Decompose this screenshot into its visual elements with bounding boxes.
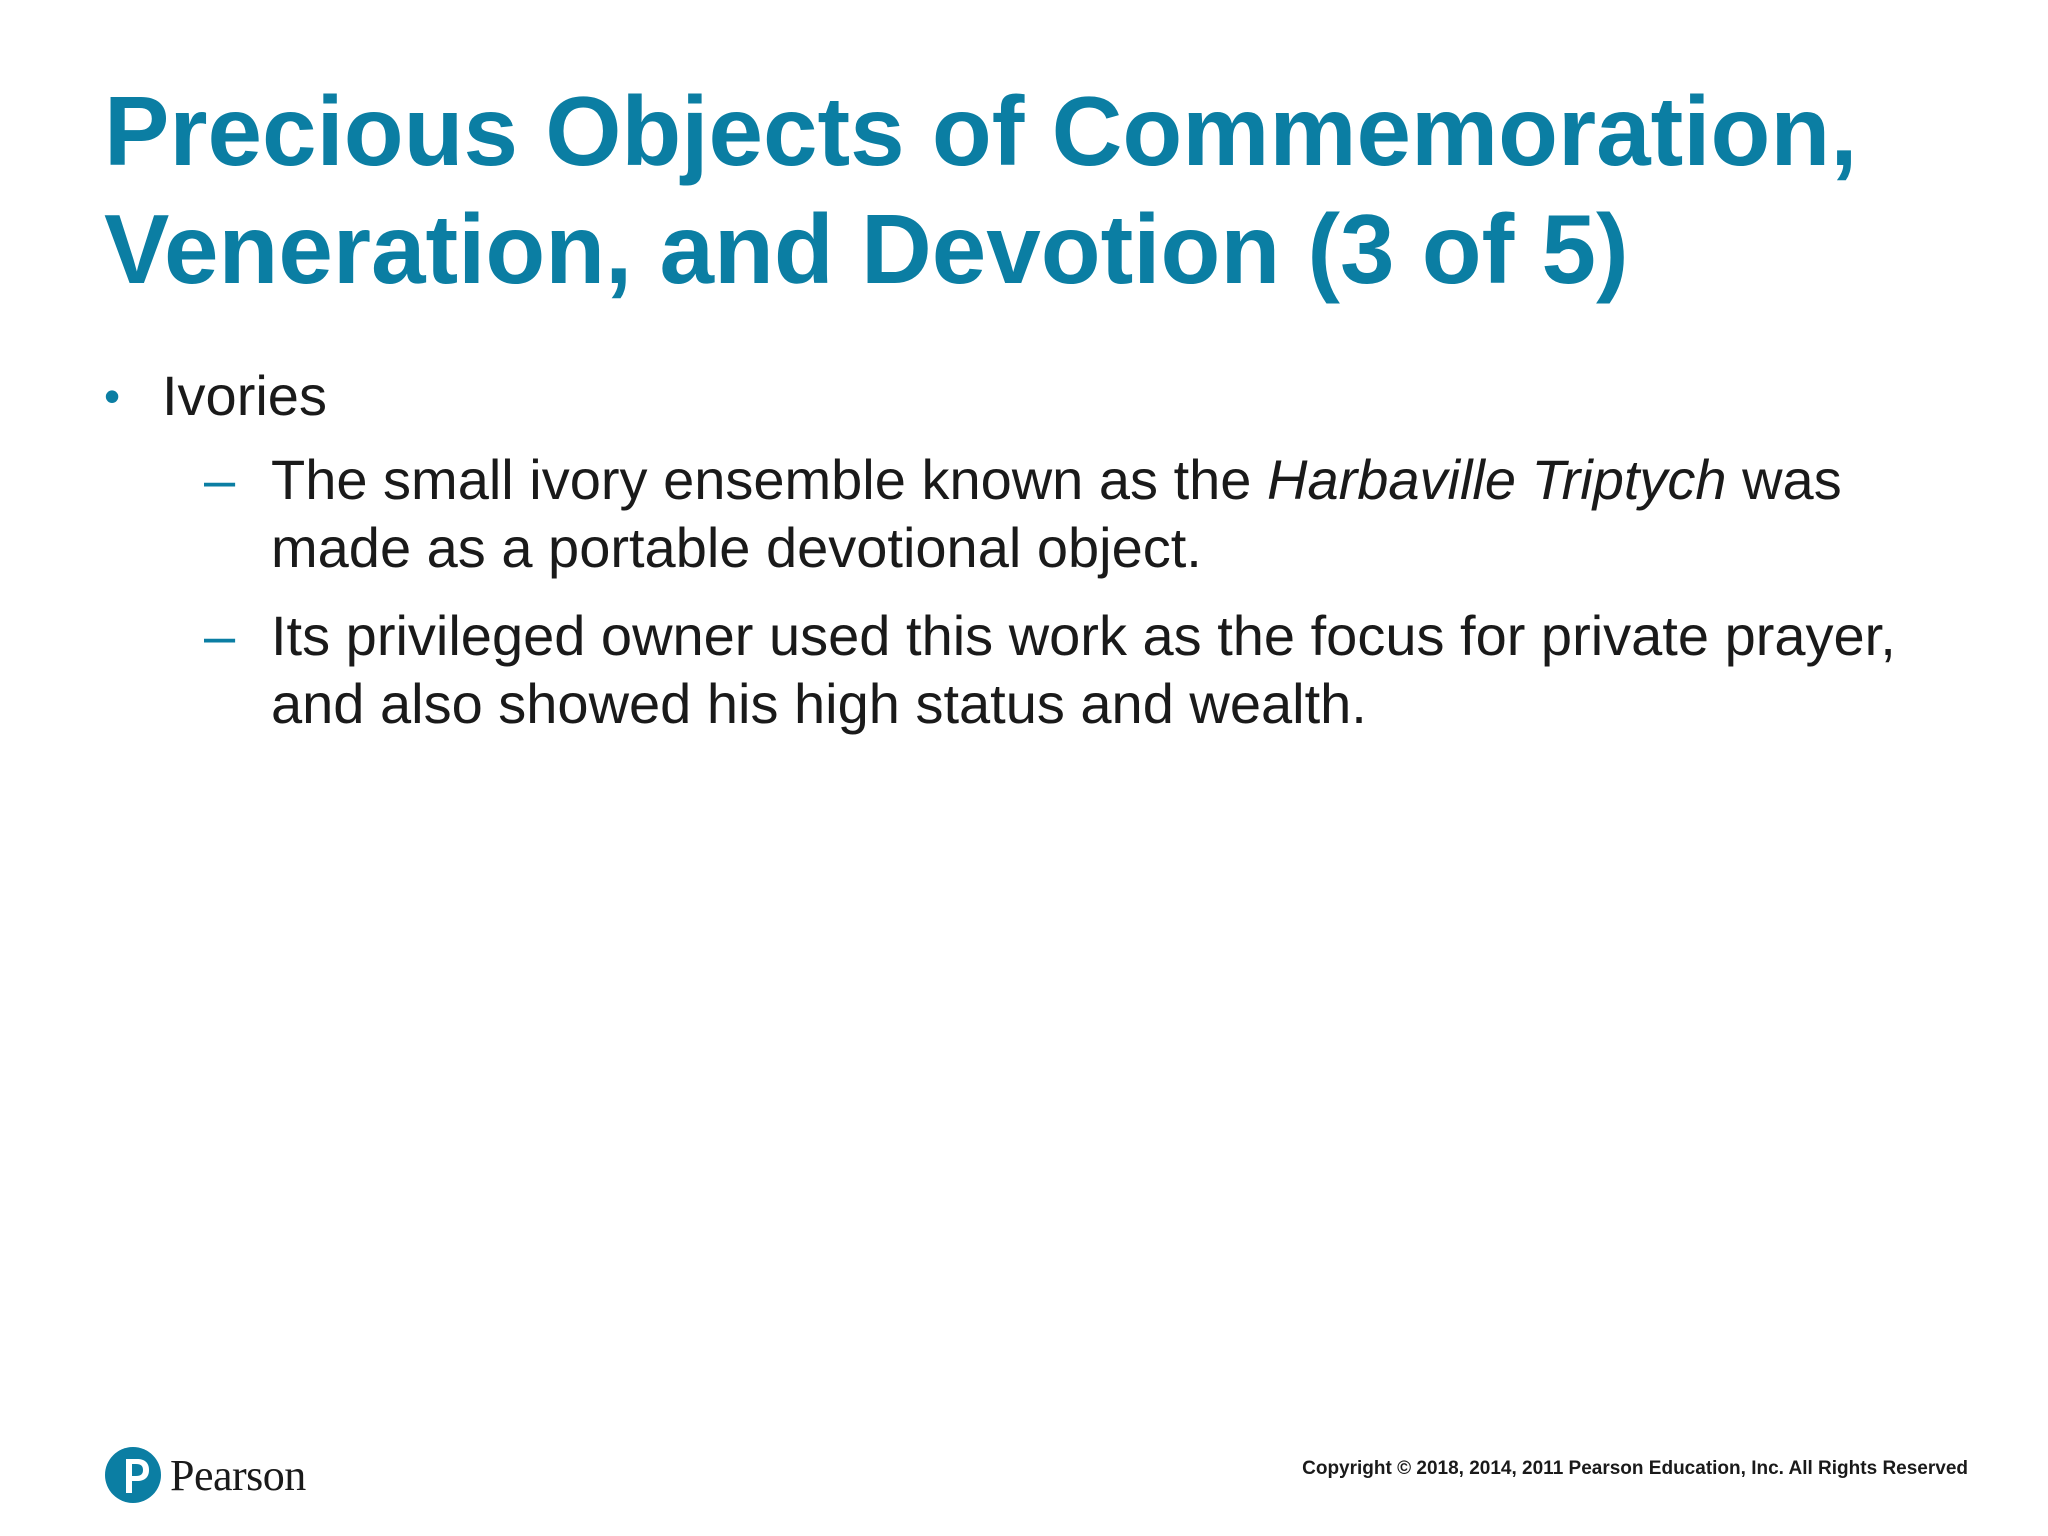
dash-icon: – bbox=[204, 604, 236, 667]
bullet-dot-icon: • bbox=[104, 370, 121, 422]
pearson-p-logo-icon bbox=[104, 1443, 162, 1507]
sub-bullet-item-1 bbox=[104, 446, 1961, 582]
slide-title-line-2: Veneration, and Devotion (3 of 5) bbox=[104, 194, 1629, 304]
sub-bullet-2-line-2: and also showed his high status and wealth. bbox=[271, 672, 1367, 735]
artwork-title-italic: Harbaville Triptych bbox=[1267, 448, 1727, 511]
sub-bullet-1-text-before: The small ivory ensemble known as the bbox=[271, 448, 1267, 511]
sub-bullet-1-line-1 bbox=[271, 446, 1961, 514]
slide-title bbox=[104, 72, 1964, 308]
slide-title-line-1: Precious Objects of Commemoration, bbox=[104, 76, 1858, 186]
bullet-item-ivories bbox=[104, 362, 1964, 430]
sub-bullet-item-2 bbox=[104, 602, 1961, 738]
bullet-text: Ivories bbox=[162, 364, 327, 427]
dash-icon: – bbox=[204, 448, 236, 511]
copyright-notice: Copyright © 2018, 2014, 2011 Pearson Education, Inc. All Rights Reserved bbox=[1302, 1458, 1968, 1479]
pearson-wordmark: Pearson bbox=[170, 1450, 306, 1500]
slide-content bbox=[104, 362, 1964, 758]
sub-bullet-1-line-2: made as a portable devotional object. bbox=[271, 516, 1202, 579]
sub-bullet-1-text-after: was bbox=[1726, 448, 1842, 511]
pearson-logo bbox=[104, 1440, 306, 1510]
sub-bullet-2-line-1: Its privileged owner used this work as the focus for private prayer, bbox=[271, 604, 1896, 667]
